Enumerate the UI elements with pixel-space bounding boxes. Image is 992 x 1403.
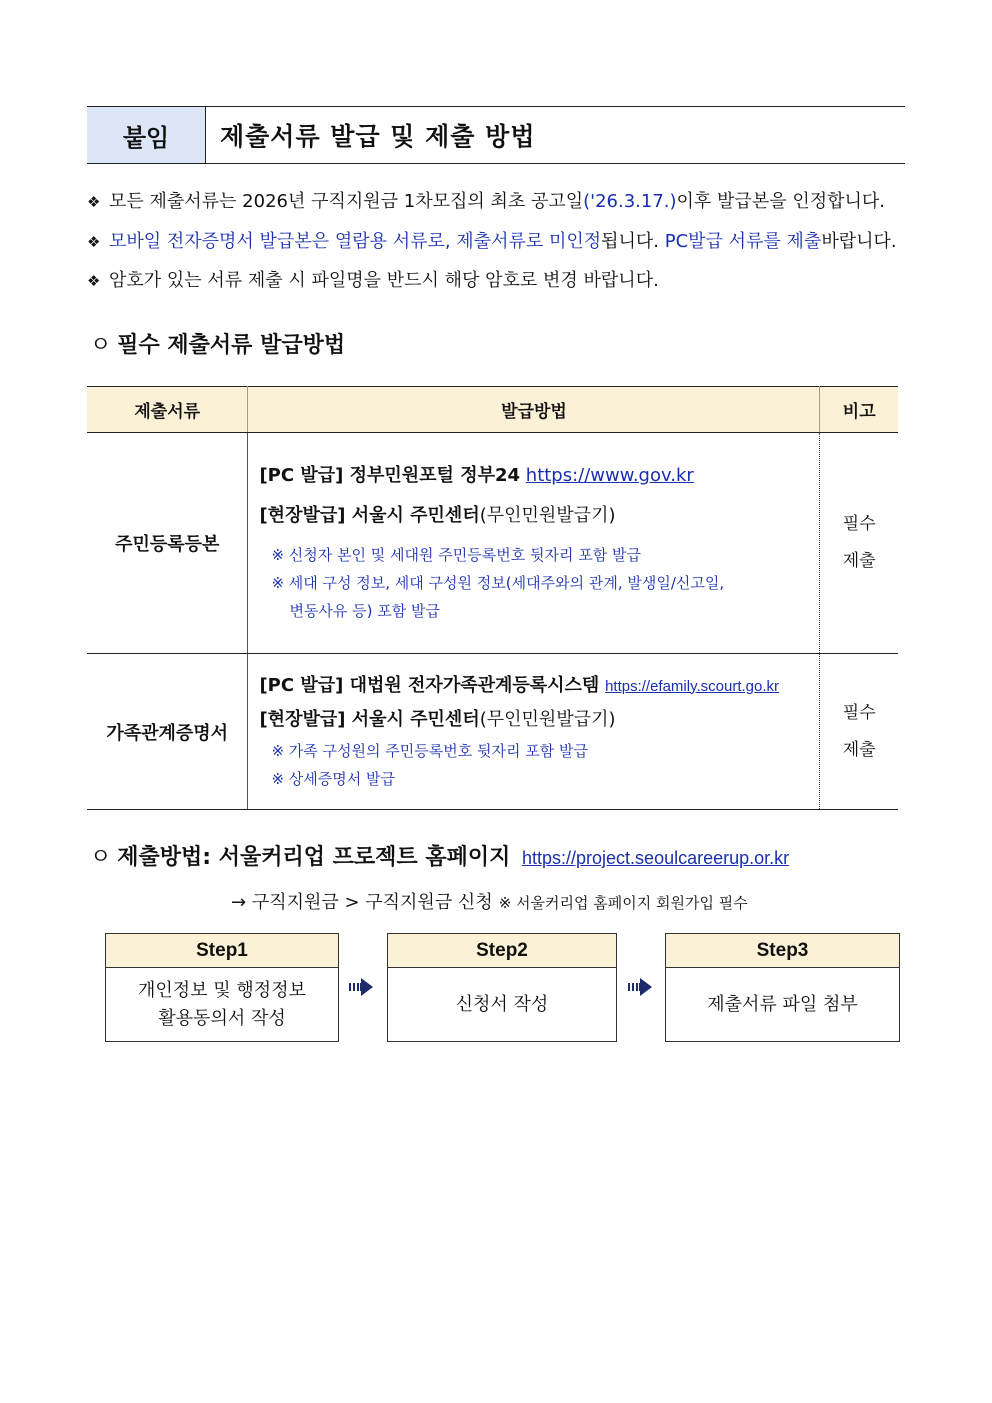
pc-issue-line: [259, 671, 818, 697]
note-2: [87, 227, 897, 253]
section-required-docs-text: 필수 제출서류 발급방법: [117, 333, 346, 358]
step-1-body: [106, 968, 338, 1041]
pc-issue-label: [PC 발급] 대법원 전자가족관계등록시스템: [259, 674, 600, 696]
remark-line-1: 필수: [842, 514, 876, 534]
note-1: [87, 187, 885, 213]
note-1-part-1: 모든 제출서류는 2026년 구직지원금 1차모집의 최초 공고일: [109, 191, 584, 212]
diamond-bullet-icon: ❖: [87, 193, 101, 211]
section-submit-method-title: [90, 840, 789, 871]
table-row: [87, 433, 898, 654]
doc-name: 주민등록등본: [87, 433, 248, 654]
section-bullet: ㅇ: [90, 845, 112, 870]
issue-note: ※ 세대 구성 정보, 세대 구성원 정보(세대주와의 관계, 발생일/신고일,: [271, 574, 725, 592]
step-2-label: Step2: [388, 934, 616, 968]
diamond-bullet-icon: ❖: [87, 233, 101, 251]
col-header-remark: 비고: [820, 387, 898, 433]
site-issue-line: [259, 705, 818, 731]
remark-cell: [820, 654, 898, 810]
col-header-doc: 제출서류: [87, 387, 248, 433]
diamond-bullet-icon: ❖: [87, 272, 101, 290]
pc-issue-line: [259, 461, 818, 487]
right-arrow-icon: [628, 975, 654, 999]
note-1-part-3: 이후 발급본을 인정합니다.: [676, 191, 885, 212]
page-title: 제출서류 발급 및 제출 방법: [220, 122, 536, 151]
section-submit-method-text: 제출방법: 서울커리업 프로젝트 홈페이지: [117, 845, 511, 870]
note-2-part-1: 모바일 전자증명서 발급본은 열람용 서류로, 제출서류로 미인정: [109, 231, 602, 252]
remark-cell: [820, 433, 898, 654]
section-bullet: ㅇ: [90, 333, 112, 358]
doc-name: 가족관계증명서: [87, 654, 248, 810]
step-1-box: [105, 933, 339, 1042]
menu-path: [231, 888, 748, 914]
col-header-method: 발급방법: [248, 387, 820, 433]
issue-note: 변동사유 등) 포함 발급: [289, 602, 441, 620]
required-docs-table: [87, 386, 898, 810]
right-arrow-icon: [349, 975, 375, 999]
remark-line-1: 필수: [842, 702, 876, 723]
step-3-label: Step3: [666, 934, 899, 968]
table-row: [87, 654, 898, 810]
step-2-box: [387, 933, 617, 1042]
issue-method-cell: [248, 433, 820, 654]
pc-issue-label: [PC 발급] 정부민원포털 정부24: [259, 465, 521, 486]
note-2-part-3: PC발급 서류를 제출: [664, 231, 822, 252]
issue-note: ※ 가족 구성원의 주민등록번호 뒷자리 포함 발급: [271, 741, 588, 760]
site-issue-label: [현장발급] 서울시 주민센터: [259, 708, 480, 730]
site-issue-line: [259, 501, 818, 527]
menu-path-text: → 구직지원금 > 구직지원금 신청: [231, 892, 493, 913]
membership-note: ※ 서울커리업 홈페이지 회원가입 필수: [498, 894, 748, 912]
step-2-body: 신청서 작성: [455, 993, 549, 1015]
step-1-line-1: 개인정보 및 행정정보: [138, 979, 306, 1001]
issue-method-cell: [248, 654, 820, 810]
remark-line-2: 제출: [842, 739, 876, 760]
remark-line-2: 제출: [842, 551, 876, 571]
note-2-part-2: 됩니다.: [601, 231, 665, 252]
site-issue-label: [현장발급] 서울시 주민센터: [259, 505, 480, 526]
note-3: [87, 266, 659, 292]
note-2-part-4: 바랍니다.: [821, 231, 897, 252]
issue-note: ※ 상세증명서 발급: [271, 769, 395, 788]
attachment-tag: 붙임: [87, 107, 206, 163]
header-bottom-rule: [87, 163, 905, 164]
step-1-line-2: 활용동의서 작성: [158, 1007, 286, 1029]
step-3-box: [665, 933, 900, 1042]
seoulcareerup-link[interactable]: https://project.seoulcareerup.or.kr: [522, 848, 790, 868]
issue-note: ※ 신청자 본인 및 세대원 주민등록번호 뒷자리 포함 발급: [271, 546, 641, 564]
section-required-docs-title: [90, 328, 345, 359]
step-1-label: Step1: [106, 934, 338, 968]
step-3-body: 제출서류 파일 첨부: [707, 993, 858, 1015]
note-1-date: ('26.3.17.): [583, 191, 677, 212]
site-issue-note: (무인민원발급기): [479, 708, 616, 730]
site-issue-note: (무인민원발급기): [479, 505, 616, 526]
note-3-part-1: 암호가 있는 서류 제출 시 파일명을 반드시 해당 암호로 변경 바랍니다.: [109, 270, 659, 291]
table-header-row: [87, 387, 898, 433]
gov24-link[interactable]: https://www.gov.kr: [525, 465, 694, 486]
efamily-link[interactable]: https://efamily.scourt.go.kr: [605, 677, 780, 695]
